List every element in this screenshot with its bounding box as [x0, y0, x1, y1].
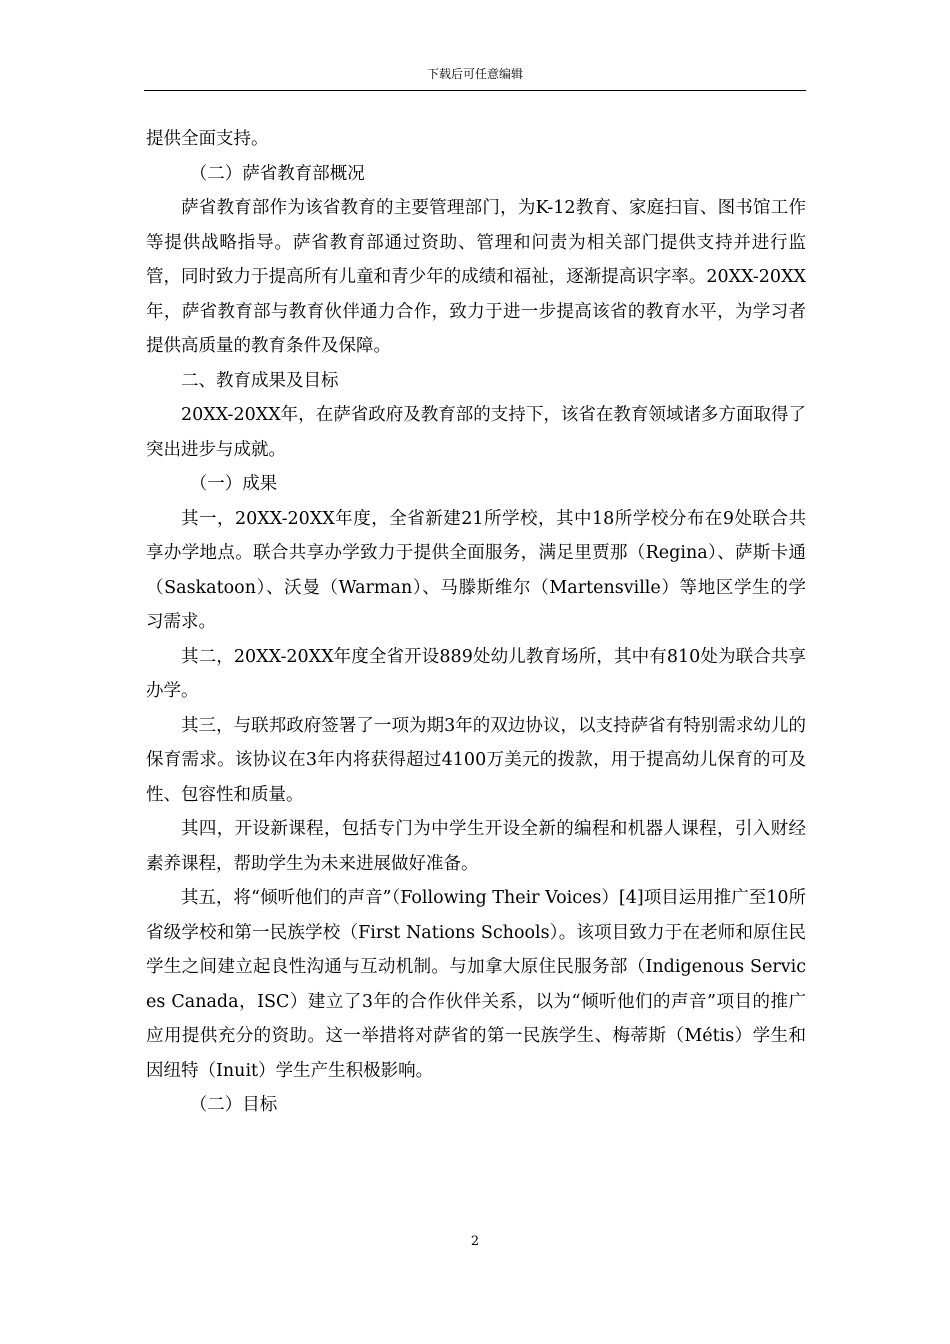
page-number: 2: [470, 1234, 480, 1249]
paragraph-achievement-4: 其四，开设新课程，包括专门为中学生开设全新的编程和机器人课程，引入财经素养课程，帮助学生为未来进展做好准备。: [146, 819, 806, 874]
paragraph-ministry-description: 萨省教育部作为该省教育的主要管理部门，为K-12教育、家庭扫盲、图书馆工作等提供战略指导。萨省教育部通过资助、管理和问责为相关部门提供支持并进行监管，同时致力于提高所有儿童和青少年的成绩和福祉，逐渐提高识字率。20XX-20XX年，萨省教育部与教育伙伴通力合作，致力于进一步提高该省的教育水平，为学习者提供高质量的教育条件及保障。: [146, 198, 806, 356]
page-header: 下载后可任意编辑: [426, 67, 523, 81]
paragraph-achievement-2: 其二，20XX-20XX年度全省开设889处幼儿教育场所，其中有810处为联合共享办学。: [146, 646, 806, 701]
subheading-goals: （二）目标: [189, 1095, 278, 1115]
subheading-ministry-overview: （二）萨省教育部概况: [189, 163, 365, 184]
paragraph-achievement-1: 其一，20XX-20XX年度，全省新建21所学校，其中18所学校分布在9处联合共享办学地点。联合共享办学致力于提供全面服务，满足里贾那（Regina）、萨斯卡通（Saskatoon）、沃曼（Warman）、马滕斯维尔（Martensville）等地区学生的学习需求。: [146, 508, 806, 632]
heading-achievements-goals: 二、教育成果及目标: [181, 370, 339, 391]
document-body: [146, 122, 806, 1123]
paragraph-achievement-3: 其三，与联邦政府签署了一项为期3年的双边协议，以支持萨省有特别需求幼儿的保育需求。该协议在3年内将获得超过4100万美元的拨款，用于提高幼儿保育的可及性、包容性和质量。: [146, 715, 806, 805]
paragraph-achievement-5: 其五，将“倾听他们的声音”（Following Their Voices）[4]项目运用推广至10所省级学校和第一民族学校（First Nations Schools）。该项目致力于在老师和原住民学生之间建立起良性沟通与互动机制。与加拿大原住民服务部（Indigenous Services Canada，ISC）建立了3年的合作伙伴关系，以为“倾听他们的声音”项目的推广应用提供充分的资助。这一举措将对萨省的第一民族学生、梅蒂斯（Métis）学生和因纽特（Inuit）学生产生积极影响。: [146, 888, 806, 1081]
subheading-achievements: （一）成果: [189, 474, 278, 494]
paragraph-achievements-intro: 20XX-20XX年，在萨省政府及教育部的支持下，该省在教育领域诸多方面取得了突出进步与成就。: [146, 405, 806, 460]
header-divider: [144, 90, 806, 91]
paragraph-continuation: 提供全面支持。: [146, 129, 269, 149]
